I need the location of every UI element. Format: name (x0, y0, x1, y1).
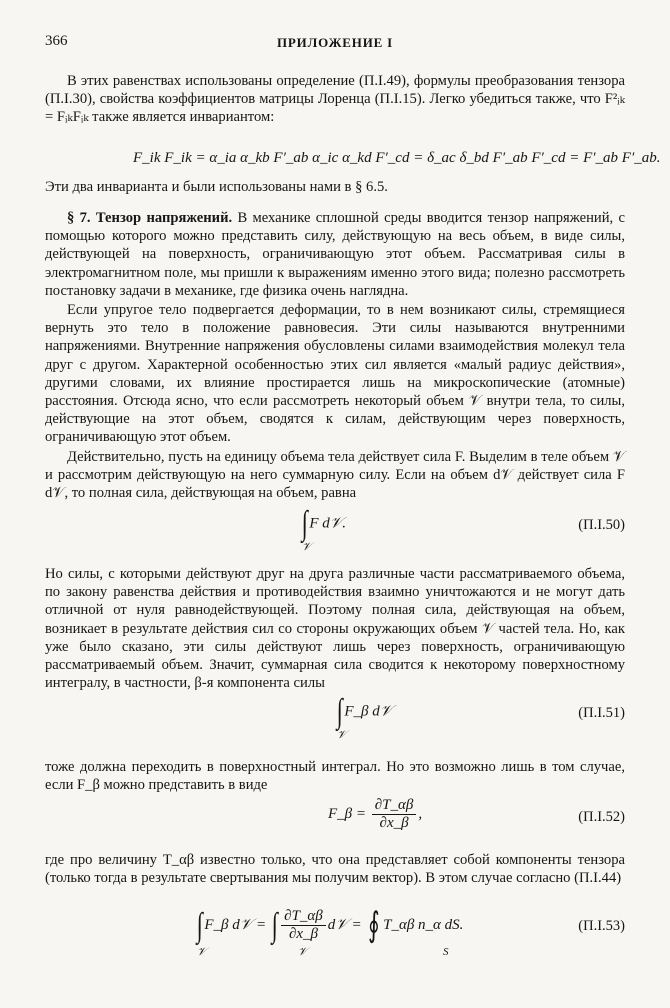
equation-53-term-3: T_αβ n_α dS. (383, 916, 464, 933)
integral-limit: 𝒱 (337, 729, 347, 741)
equation-invariant (45, 138, 661, 182)
paragraph-surface-integral: тоже должна переходить в поверхностный интеграл. Но это возможно лишь в том случае, если F_β можно представить в виде (45, 759, 625, 794)
paragraph-internal-forces: Но силы, с которыми действуют друг на друга различные части рассматриваемого объема, по закону равенства действия и противодействия взаимно уничтожаются и не могут дать отличной от нуля равнодействующей. Поэтому полная сила, действующая на объем, возникает в результате действия сил со стороны окружающих объем 𝒱 частей тела. Но, как уже было сказано, эти силы действуют лишь через поверхность, ограничивающую рассматриваемый объем. Значит, суммарная сила сводится к некоторому поверхностному интегралу, в частности, β-я компонента силы (45, 566, 625, 692)
equation-50 (45, 505, 625, 561)
equation-51-body: F_β d𝒱 (344, 703, 393, 720)
integral-limit: 𝒱 (302, 541, 312, 553)
page-number: 366 (45, 33, 68, 49)
fraction (281, 908, 326, 943)
denominator: ∂x_β (288, 926, 318, 942)
integral-sign: ∫ (196, 906, 203, 944)
equation-53-term-2: d𝒱 = (327, 916, 362, 933)
integral-limit: S (443, 946, 449, 958)
equation-52-tail: , (418, 805, 423, 822)
paragraph-invariants: В этих равенствах использованы определение (П.I.49), формулы преобразования тензора (П.I.30), свойства коэффициентов матрицы Лоренца (П.I.15). Легко убедиться также, что F²ᵢₖ = FᵢₖFᵢₖ также является инвариантом: (45, 73, 625, 126)
running-title: ПРИЛОЖЕНИЕ I (277, 35, 393, 50)
integral-limit: 𝒱 (298, 946, 308, 958)
equation-number: (П.I.50) (578, 517, 625, 533)
numerator: ∂T_αβ (372, 797, 417, 815)
equation-52-lhs: F_β = (328, 805, 367, 822)
denominator: ∂x_β (379, 815, 409, 831)
integral-limit: 𝒱 (197, 946, 207, 958)
contour-integral-sign: ∮ (368, 906, 381, 944)
paragraph-two-invariants: Эти два инварианта и были использованы нами в § 6.5. (45, 179, 388, 195)
equation-50-body: F d𝒱. (309, 515, 346, 532)
integral-sign: ∫ (336, 693, 343, 730)
integral-sign: ∫ (271, 906, 278, 944)
equation-53 (45, 904, 625, 970)
section-7-text: В механике сплошной среды вводится тензор напряжений, с помощью которого можно представить силу, действующую на весь объем, в виде силы, действующей на поверхность, ограничивающую этот объем. Рассматривая силы в электромагнитном поле, мы пришли к выражениям именно этого вида; полезно рассмотреть постановку задачи в механике, где физика очень наглядна. (45, 210, 625, 299)
paragraph-tensor-components: где про величину T_αβ известно только, что она представляет собой компоненты тензора (только тогда в результате свертывания мы получим вектор). В этом случае согласно (П.I.44) (45, 852, 625, 887)
equation-51 (45, 693, 625, 749)
fraction (372, 797, 417, 832)
numerator: ∂T_αβ (281, 908, 326, 926)
integral-sign: ∫ (301, 505, 308, 542)
equation-52 (45, 795, 625, 845)
equation-53-term-1: F_β d𝒱 = (204, 916, 267, 933)
paragraph-section-7 (45, 209, 625, 300)
equation-number: (П.I.52) (578, 809, 625, 825)
equation-number: (П.I.51) (578, 705, 625, 721)
equation-number: (П.I.53) (578, 918, 625, 934)
paragraph-unit-volume: Действительно, пусть на единицу объема тела действует сила F. Выделим в теле объем 𝒱 и рассмотрим действующую на него суммарную силу. Если на объем d𝒱 действует сила F d𝒱, то полная сила, действующая на объем, равна (45, 449, 625, 502)
section-title: § 7. Тензор напряжений. (67, 210, 233, 226)
paragraph-elastic-forces: Если упругое тело подвергается деформации, то в нем возникают силы, стремящиеся вернуть это тело в положение равновесия. Эти силы называются внутренними напряжениями. Внутренние напряжения обусловлены силами взаимодействия молекул тела друг с другом. Характерной особенностью этих сил является «малый радиус действия», другими словами, их влияние простирается лишь на микроскопические (атомные) расстояния. Отсюда ясно, что если рассмотреть некоторый объем 𝒱 внутри тела, то силы, действующие на этот объем, сводятся к силам, действующим через поверхность, ограничивающую этот объем. (45, 302, 625, 446)
equation-invariant-body: F_ik F_ik = α_ia α_kb F′_ab α_ic α_kd F′_cd = δ_ac δ_bd F′_ab F′_cd = F′_ab F′_ab. (133, 150, 661, 166)
page-header (45, 33, 625, 57)
